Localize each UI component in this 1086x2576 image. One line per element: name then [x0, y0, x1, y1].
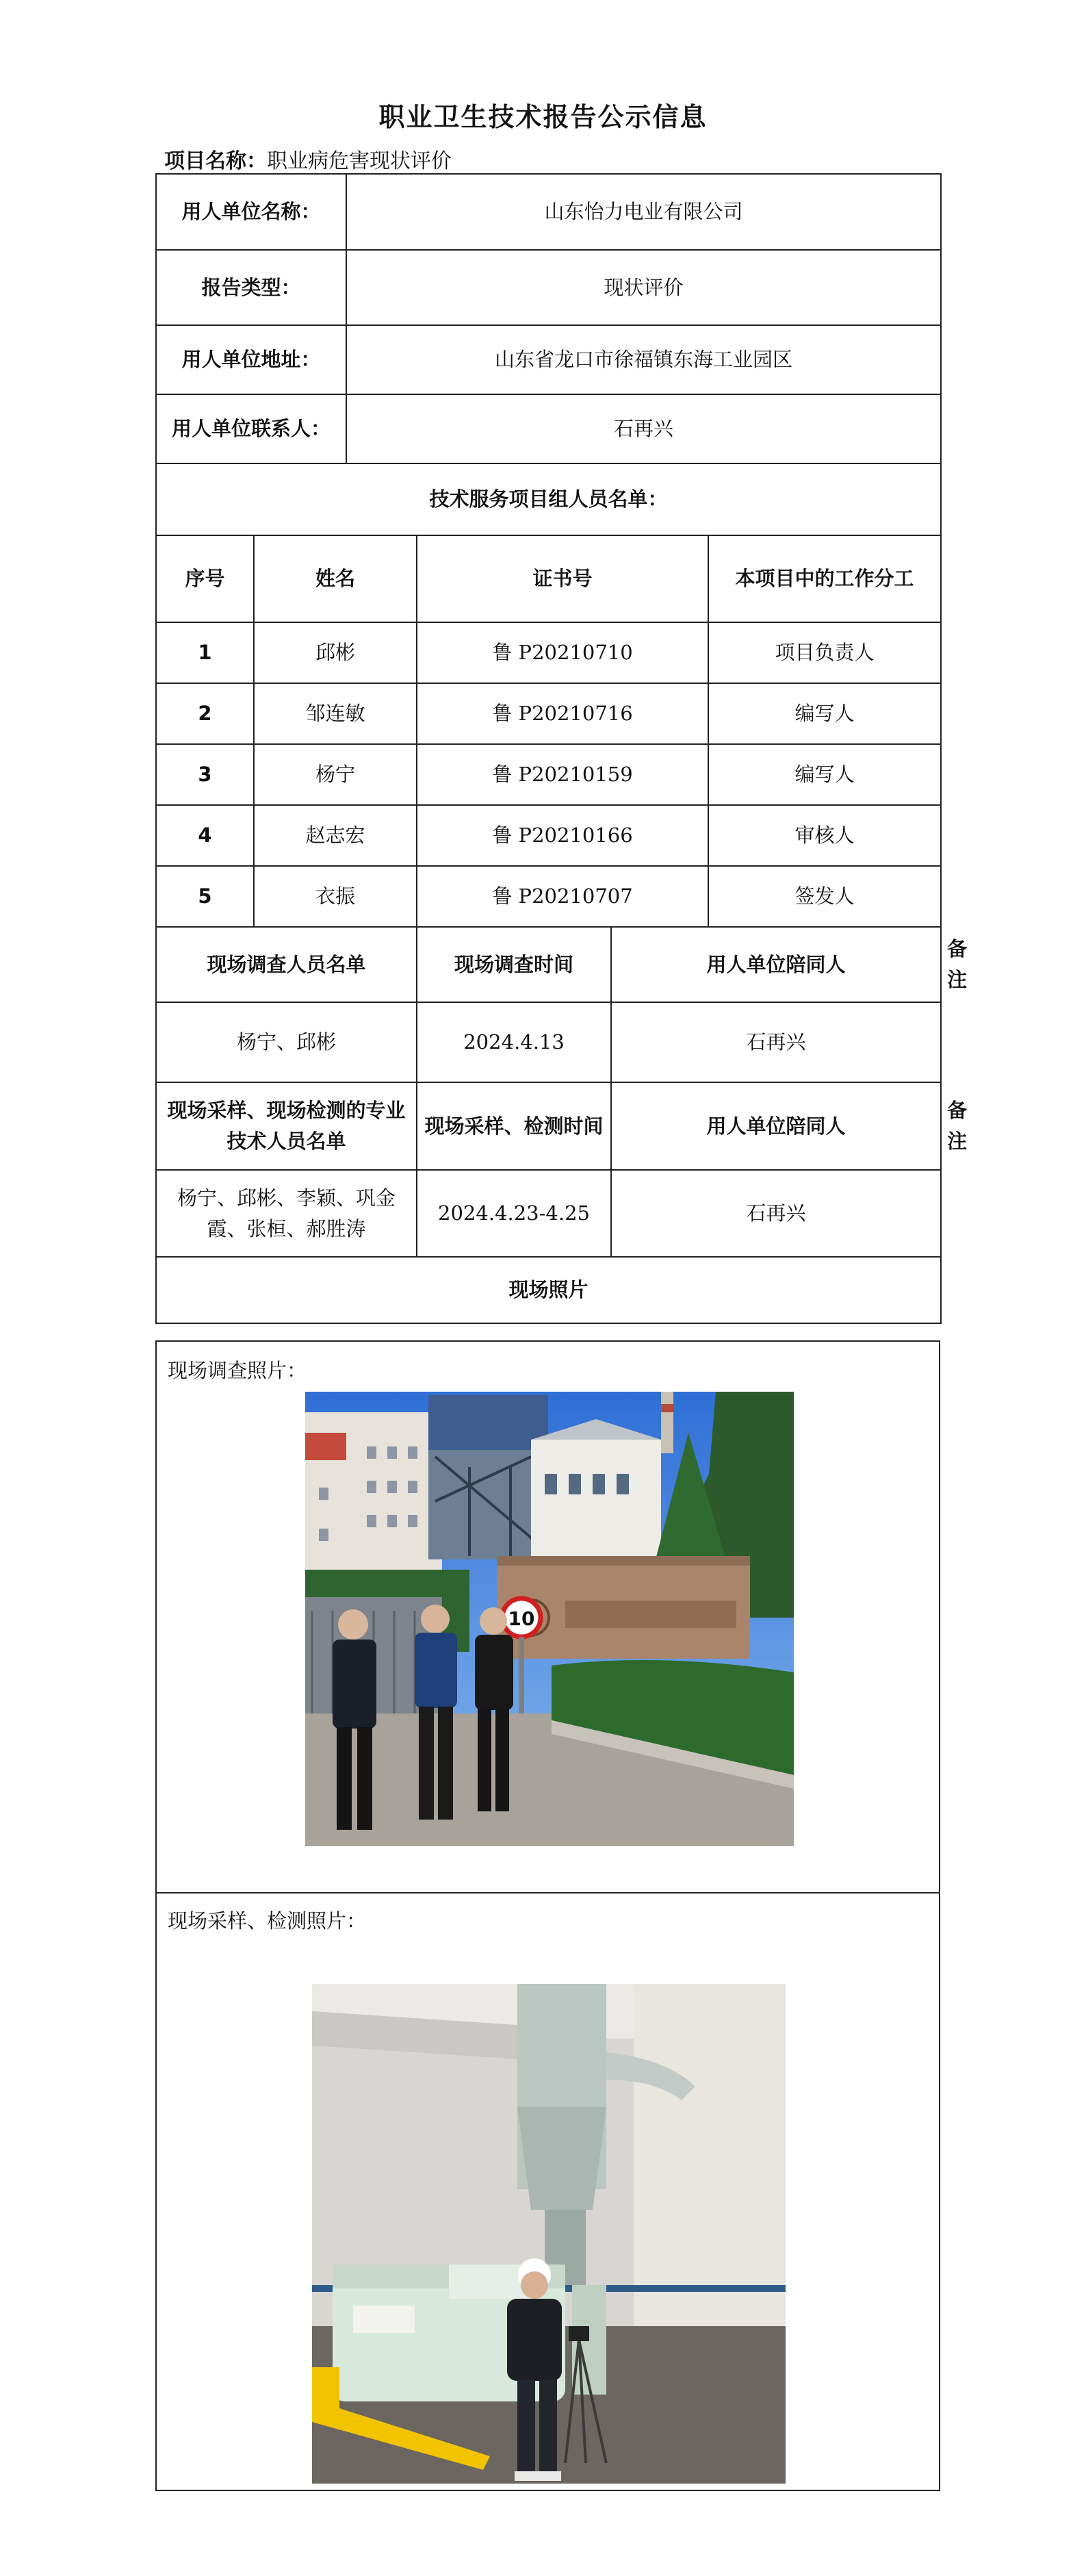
contact-label: 用人单位联系人： [156, 394, 346, 463]
employer-name-label: 用人单位名称： [156, 174, 346, 250]
team-row-index: 3 [156, 744, 254, 805]
team-row [156, 622, 941, 683]
page-title: 职业卫生技术报告公示信息 [378, 102, 708, 132]
survey-people: 杨宁、邱彬 [156, 1002, 417, 1082]
team-row-name: 杨宁 [254, 744, 417, 805]
survey-escort: 石再兴 [611, 1002, 941, 1082]
team-heading-row [156, 463, 941, 535]
survey-photo-label: 现场调查照片： [168, 1359, 307, 1382]
team-row-cert: 鲁 P20210166 [417, 805, 708, 866]
project-label: 项目名称： [164, 149, 267, 173]
contact-row [156, 394, 941, 463]
survey-row [156, 1002, 941, 1082]
report-type-row [156, 250, 941, 325]
survey-header-row: 现场调查人员名单 现场调查时间 用人单位陪同人 备注 [156, 927, 941, 1002]
survey-header-time: 现场调查时间 [417, 927, 611, 1002]
team-row [156, 744, 941, 805]
team-row-role: 编写人 [708, 683, 941, 744]
team-row-index: 2 [156, 683, 254, 744]
speed-limit-number: 10 [508, 1607, 535, 1630]
sampling-header-time: 现场采样、检测时间 [417, 1082, 611, 1170]
team-row-index: 1 [156, 622, 254, 683]
team-row-cert: 鲁 P20210710 [417, 622, 708, 683]
team-row-cert: 鲁 P20210716 [417, 683, 708, 744]
contact-value: 石再兴 [346, 394, 941, 463]
team-row [156, 866, 941, 927]
sampling-header-people: 现场采样、现场检测的专业技术人员名单 [156, 1082, 417, 1170]
team-header-index: 序号 [156, 535, 254, 622]
sampling-header-row: 现场采样、现场检测的专业技术人员名单 现场采样、检测时间 用人单位陪同人 备注 [156, 1082, 941, 1170]
info-table [155, 173, 968, 1324]
team-row-name: 衣振 [254, 866, 417, 927]
survey-time: 2024.4.13 [417, 1002, 611, 1082]
team-row-cert: 鲁 P20210159 [417, 744, 708, 805]
team-row-index: 4 [156, 805, 254, 866]
team-row-role: 项目负责人 [708, 622, 941, 683]
photo-divider [157, 1892, 939, 1893]
team-row [156, 805, 941, 866]
sampling-people: 杨宁、邱彬、李颖、巩金霞、张桓、郝胜涛 [156, 1170, 417, 1257]
team-row-cert: 鲁 P20210707 [417, 866, 708, 927]
sampling-photo-label: 现场采样、检测照片： [168, 1909, 367, 1933]
sampling-time: 2024.4.23-4.25 [417, 1170, 611, 1257]
sampling-photo-image [312, 1984, 786, 2484]
survey-header-people: 现场调查人员名单 [156, 927, 417, 1002]
team-row-role: 签发人 [708, 866, 941, 927]
team-header-row [156, 535, 941, 622]
team-row-name: 邱彬 [254, 622, 417, 683]
sampling-escort: 石再兴 [611, 1170, 941, 1257]
team-header-cert: 证书号 [417, 535, 708, 622]
address-value: 山东省龙口市徐福镇东海工业园区 [346, 325, 941, 394]
address-row [156, 325, 941, 394]
team-row [156, 683, 941, 744]
team-row-role: 审核人 [708, 805, 941, 866]
team-header-name: 姓名 [254, 535, 417, 622]
employer-name-row [156, 174, 941, 250]
project-value: 职业病危害现状评价 [267, 149, 452, 173]
address-label: 用人单位地址： [156, 325, 346, 394]
photos-heading: 现场照片 [156, 1257, 941, 1323]
survey-photo-image [305, 1392, 794, 1846]
sampling-row [156, 1170, 941, 1257]
team-row-index: 5 [156, 866, 254, 927]
project-line [164, 144, 452, 174]
survey-photo [305, 1392, 794, 1846]
employer-name-value: 山东怡力电业有限公司 [346, 174, 941, 250]
team-row-role: 编写人 [708, 744, 941, 805]
sampling-photo [312, 1984, 786, 2484]
photo-box [155, 1340, 940, 2491]
report-type-label: 报告类型： [156, 250, 346, 325]
sampling-header-escort: 用人单位陪同人 [611, 1082, 941, 1170]
report-type-value: 现状评价 [346, 250, 941, 325]
photos-heading-row [156, 1257, 941, 1323]
team-heading: 技术服务项目组人员名单： [156, 463, 941, 535]
team-row-name: 邹连敏 [254, 683, 417, 744]
team-row-name: 赵志宏 [254, 805, 417, 866]
team-header-role: 本项目中的工作分工 [708, 535, 941, 622]
survey-header-escort: 用人单位陪同人 [611, 927, 941, 1002]
